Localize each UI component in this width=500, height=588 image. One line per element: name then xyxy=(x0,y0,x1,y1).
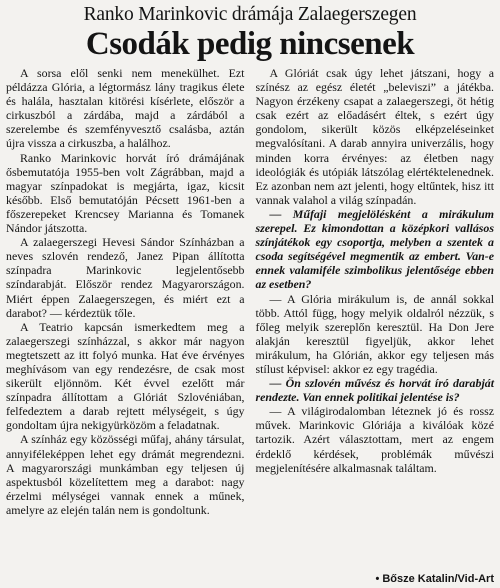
article-paragraph: — A Glória mirákulum is, de annál sokkal több. Attól függ, hogy melyik oldalról nézzük, s főleg melyik szereplőn keresztül. Ha Don Jere alakján keresztül figyeljük, akkor lehet mirákulum, ha Glórián, akkor egy teljesen más stílust képvisel: akkor ez egy tragédia. xyxy=(255,291,494,376)
left-column xyxy=(6,66,245,517)
article-headline: Csodák pedig nincsenek xyxy=(85,26,415,62)
article-paragraph: A Teatrio kapcsán ismerkedtem meg a zalaegerszegi színházzal, s akkor már nagyon megtetszett az itt folyó munka. Hat éve érvényes meghívásom van egy rendezésre, de csak most sikerült eljönnöm. Két évvel ezelőtt már színpadra állítottam a Glóriát Szlovéniában, felfedeztem a darab rejtett mélységeit, s úgy gondoltam újra nekigyürközöm a feladatnak. xyxy=(6,319,245,433)
article-paragraph: — A világirodalomban léteznek jó és rossz művek. Marinkovic Glóriája a kiválóak közé tartozik. Azért választottam, mert az engem érdeklő kérdések, problémák művészi megjelenítésére alkalmasnak találtam. xyxy=(255,404,494,475)
article-paragraph: A Glóriát csak úgy lehet játszani, hogy a színész az egész életét „beleviszi” a játékba. Nagyon érzékeny csapat a zalaegerszegi, öt hétig csak ezért az előadásért éltek, s ezért úgy gondolom, sikerült közös elképzeléseinket megvalósítani. A darab annyira univerzális, hogy minden korra érvényes: az életben nagy ideológiák és utópiák látszólag elértéktelenednek. Ez azonban nem azt jelenti, hogy eltűntek, hisz itt vannak valahol a világ színpadán. xyxy=(255,66,494,207)
right-column xyxy=(256,66,495,517)
article-paragraph: A sorsa elől senki nem menekülhet. Ezt példázza Glória, a légtormász lány tragikus élete és halála, hasztalan kitörési kísérlete, először a cirkuszból a zárdába, majd a zárdából a szerelembe és szemfényvesztő csalásba, aztán újra vissza a cirkuszba, a halálhoz. xyxy=(6,66,245,151)
article-paragraph: Ranko Marinkovic horvát író drámájának ősbemutatója 1955-ben volt Zágrábban, majd a magyar színpadokat is megjárta, igaz, kicsit később. Első bemutatóján Pécsett 1961-ben a főszerepeket Krencsey Marianna és Tomanek Nándor játszotta. xyxy=(6,150,245,236)
article-byline: • Bősze Katalin/Vid-Art xyxy=(375,573,494,585)
article-body xyxy=(6,66,494,517)
article-paragraph: A színház egy közösségi műfaj, ahány társulat, annyiféleképpen lehet egy drámát megrendezni. A magyarországi munkámban egy teljesen új aspektusból közelítettem meg a darabot: nagy érzelmi mélységei vannak ennek a műnek, amelyre az elején talán nem is gondoltunk. xyxy=(6,432,245,517)
article-paragraph: A zalaegerszegi Hevesi Sándor Színházban a neves szlovén rendező, Janez Pipan állította színpadra Marinkovic legjelentősebb színdarabját. Először rendez Magyarországon. Miért éppen Zalaegerszegen, és miért ezt a darabot? — kérdeztük tőle. xyxy=(6,235,245,320)
article-kicker: Ranko Marinkovic drámája Zalaegerszegen xyxy=(83,4,417,25)
interview-question: — Ön szlovén művész és horvát író darabját rendezte. Van ennek politikai jelentése is? xyxy=(255,376,494,405)
interview-question: — Műfaji megjelölésként a mirákulum szerepel. Ez kimondottan a középkori vallásos színjátékok egy csoportja, melyben a szentek a csoda segítségével megmentik az embert. Van-e ennek valamiféle szimbolikus jelentősége ebben az esetben? xyxy=(255,206,494,292)
